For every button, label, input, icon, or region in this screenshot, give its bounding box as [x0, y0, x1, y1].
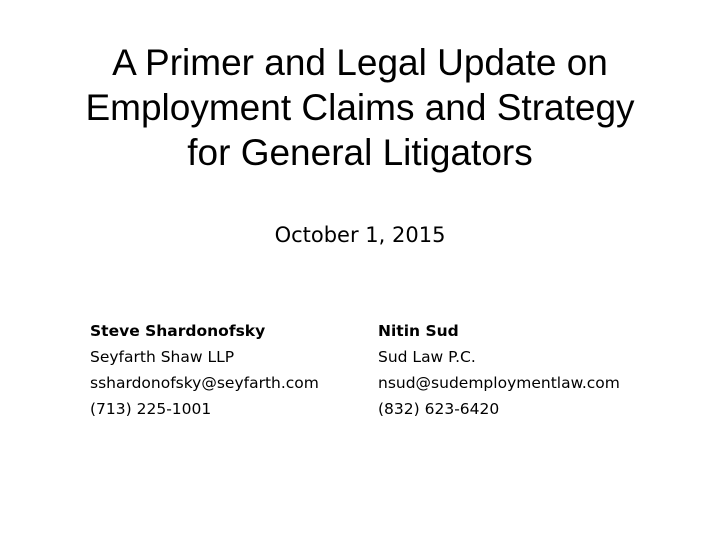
presenter-phone: (832) 623-6420 [378, 400, 500, 418]
title-line-3: for General Litigators [187, 132, 533, 173]
presenter-contact-2 [378, 318, 678, 422]
presenter-firm: Sud Law P.C. [378, 348, 476, 366]
presenter-firm: Seyfarth Shaw LLP [90, 348, 235, 366]
presenter-email: sshardonofsky@seyfarth.com [90, 374, 319, 392]
title-line-1: A Primer and Legal Update on [112, 42, 608, 83]
presenter-phone: (713) 225-1001 [90, 400, 212, 418]
presenter-contact-1 [90, 318, 360, 422]
presenter-name: Steve Shardonofsky [90, 322, 266, 340]
presenter-email: nsud@sudemploymentlaw.com [378, 374, 620, 392]
presenter-name: Nitin Sud [378, 322, 459, 340]
slide-title [40, 40, 680, 175]
presentation-date: October 1, 2015 [274, 223, 446, 247]
title-line-2: Employment Claims and Strategy [85, 87, 635, 128]
